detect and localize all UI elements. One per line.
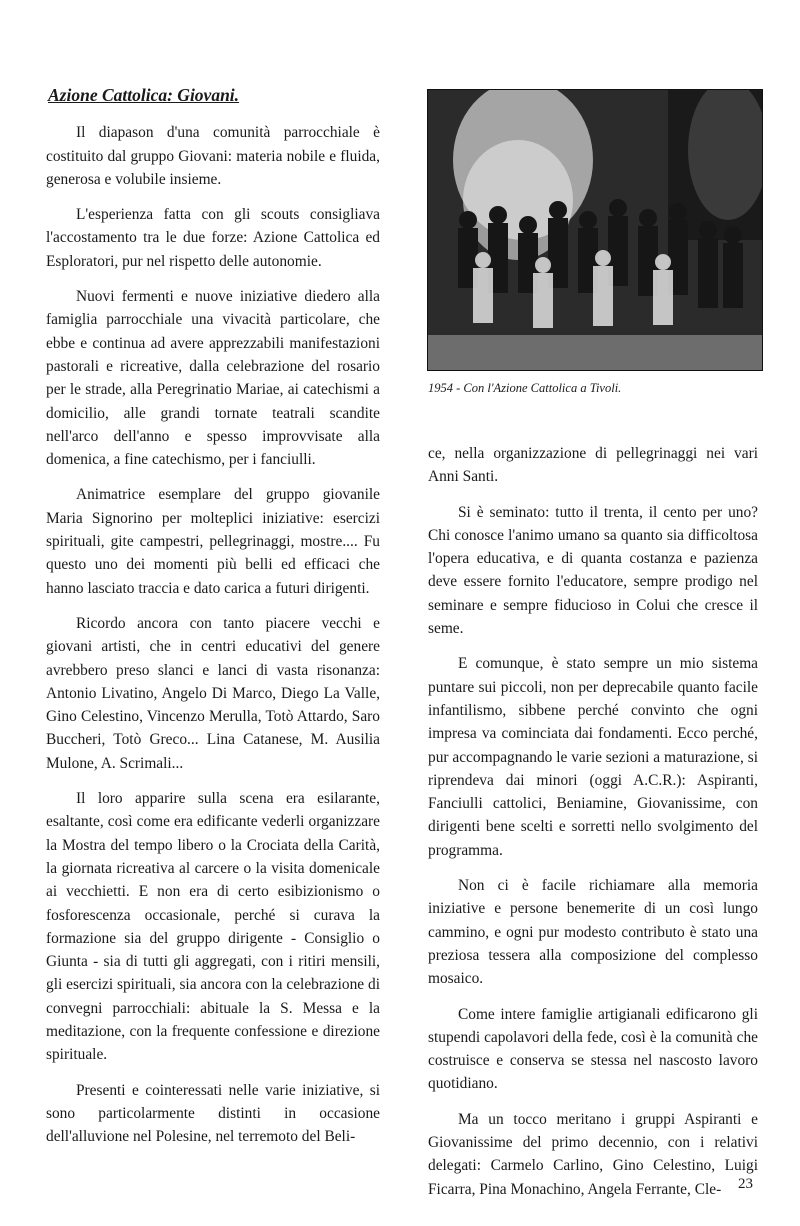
left-column — [46, 84, 380, 1160]
paragraph: Animatrice esemplare del gruppo giovanile Maria Signorino per molteplici iniziative: esercizi spirituali, gite campestri, pellegrinaggi, mostre.... Fu questo uno dei momenti più belli ed efficaci che hanno lasciato traccia e dato carica a futuri dirigenti. — [46, 486, 380, 597]
paragraph: Ma un tocco meritano i gruppi Aspiranti e Giovanissime del primo decennio, con i relativi delegati: Carmelo Carlino, Gino Celestino, Luigi Ficarra, Pina Monachino, Angela Ferrante, Cle- — [428, 1110, 758, 1198]
section-title: Azione Cattolica: Giovani. — [48, 85, 240, 105]
paragraph-continuation: ce, nella organizzazione di pellegrinaggi nei vari Anni Santi. — [428, 445, 758, 486]
paragraph: L'esperienza fatta con gli scouts consigliava l'accostamento tra le due forze: Azione Cattolica ed Esploratori, pur nel rispetto delle autonomie. — [46, 206, 380, 270]
paragraph: Non ci è facile richiamare alla memoria iniziative e persone benemerite di un così lungo cammino, e ogni pur modesto contributo è stato una preziosa tessera alla composizione del complesso mosaico. — [428, 877, 758, 988]
paragraph: Si è seminato: tutto il trenta, il cento per uno? Chi conosce l'animo umano sa quanto sia difficoltosa l'opera educativa, e di quanta costanza e pazienza deve essere fornito l'educatore, sempre prodigo nel seminare e sempre fiducioso in Colui che cresce il seme. — [428, 503, 758, 638]
paragraph: Nuovi fermenti e nuove iniziative diedero alla famiglia parrocchiale una vivacità particolare, che ebbe e continua ad avere apprezzabili manifestazioni pastorali e ricreative, dalla celebrazione del rosario per le strade, alla Peregrinatio Mariae, ai catechismi a domicilio, alle grandi tornate teatrali scandite nell'arco dell'anno e spesso improvvisate alla domenica, a fine catechismo, per i fanciulli. — [46, 288, 380, 469]
right-column — [428, 442, 758, 1213]
paragraph: Ricordo ancora con tanto piacere vecchi e giovani artisti, che in centri educativi del genere avrebbero preso slanci e lanci di vasta risonanza: Antonio Livatino, Angelo Di Marco, Diego La Valle, Gino Celestino, Vincenzo Merulla, Totò Attardo, Saro Buccheri, Totò Greco... Lina Catanese, M. Ausilia Mulone, A. Scrimali... — [46, 614, 380, 772]
paragraph: Presenti e cointeressati nelle varie iniziative, si sono particolarmente distinti in occasione dell'alluvione nel Polesine, nel terremoto del Beli- — [46, 1081, 380, 1146]
page-number: 23 — [738, 1176, 753, 1192]
photo-caption: 1954 - Con l'Azione Cattolica a Tivoli. — [428, 381, 622, 395]
paragraph: E comunque, è stato sempre un mio sistema puntare sui piccoli, non per deprecabile quanto facile infantilismo, sibbene perché convinto che ogni impresa va cominciata dai fondamenti. Ecco perché, pur accompagnando le varie sezioni a maturazione, si riprendeva dai minori (oggi A.C.R.): Aspiranti, Fanciulli cattolici, Beniamine, Giovanissime, con dirigenti bene scelti e sorretti nello svolgimento del programma. — [428, 655, 758, 859]
paragraph: Il loro apparire sulla scena era esilarante, esaltante, così come era edificante vederli organizzare la Mostra del tempo libero o la Crociata della Carità, la giornata ricreativa al carcere o la visita domenicale ai vecchietti. E non era di certo esibizionismo o fosforescenza occasionale, perché si curava la formazione sia del gruppo dirigente - Consiglio o Giunta - sia di tutti gli aggregati, con i ritiri mensili, gli esercizi spirituali, sia ancora con la celebrazione di convegni parrocchiali: abituale la S. Messa e la meditazione, con la frequente confessione e direzione spirituale. — [46, 790, 380, 1064]
group-photo-illustration — [428, 90, 762, 370]
paragraph: Come intere famiglie artigianali edificarono gli stupendi capolavori della fede, così è la comunità che costruisce e conserva se stessa nel nascosto lavoro quotidiano. — [428, 1005, 758, 1093]
group-photo — [427, 89, 763, 371]
paragraph: Il diapason d'una comunità parrocchiale è costituito dal gruppo Giovani: materia nobile e fluida, generosa e volubile insieme. — [46, 124, 380, 188]
